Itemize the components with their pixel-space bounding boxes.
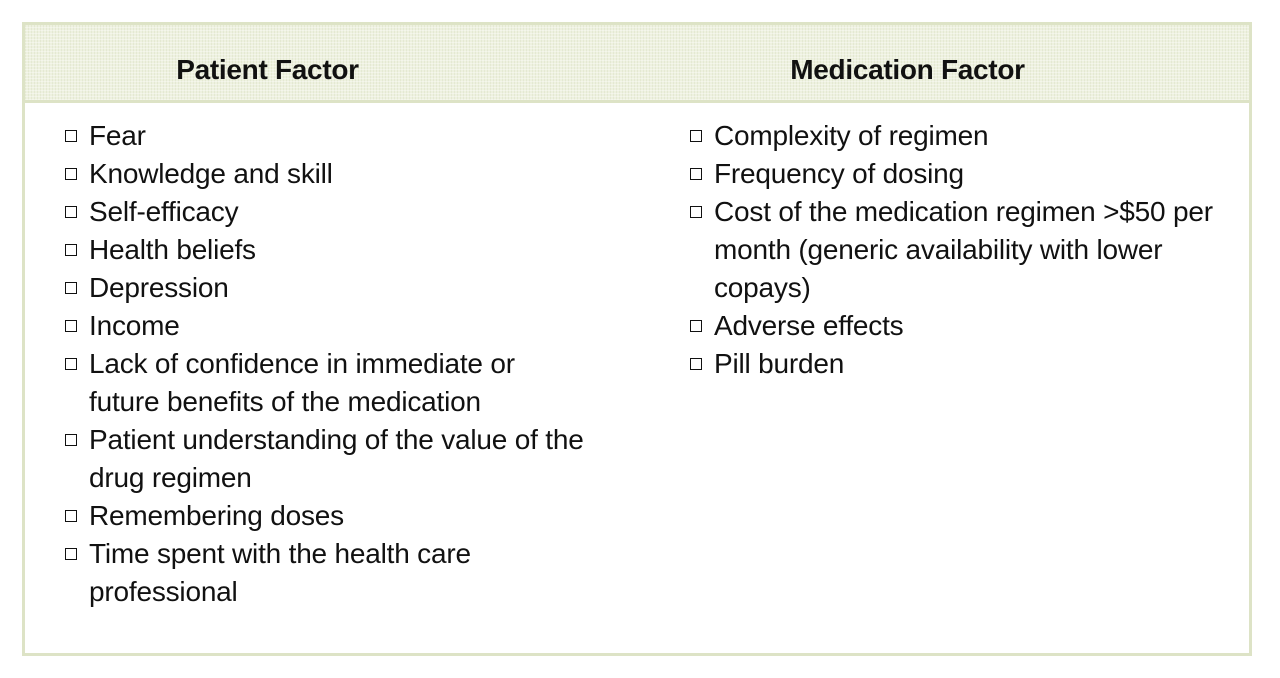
list-item: Knowledge and skill [65,155,585,193]
list-item: Time spent with the health care professional [65,535,585,611]
checkbox-square-icon [690,206,702,218]
checkbox-square-icon [65,130,77,142]
list-item: Frequency of dosing [690,155,1230,193]
checkbox-square-icon [65,434,77,446]
list-item: Patient understanding of the value of the drug regimen [65,421,585,497]
checkbox-square-icon [65,282,77,294]
checkbox-square-icon [690,358,702,370]
patient-factor-list [65,117,585,611]
checkbox-square-icon [690,320,702,332]
list-item: Income [65,307,585,345]
medication-factor-header: Medication Factor [790,54,1025,85]
patient-factor-header: Patient Factor [176,54,359,85]
checkbox-square-icon [65,320,77,332]
table-header-row [25,25,1249,103]
checkbox-square-icon [65,548,77,560]
list-item: Self-efficacy [65,193,585,231]
checkbox-square-icon [690,130,702,142]
list-item: Cost of the medication regimen >$50 per month (generic availability with lower copays) [690,193,1230,307]
list-item: Fear [65,117,585,155]
list-item: Lack of confidence in immediate or future benefits of the medication [65,345,585,421]
list-item: Adverse effects [690,307,1230,345]
factors-table [22,22,1252,656]
checkbox-square-icon [65,168,77,180]
checkbox-square-icon [65,358,77,370]
checkbox-square-icon [65,510,77,522]
list-item: Health beliefs [65,231,585,269]
checkbox-square-icon [690,168,702,180]
list-item: Depression [65,269,585,307]
medication-factor-list [690,117,1230,383]
list-item: Pill burden [690,345,1230,383]
checkbox-square-icon [65,244,77,256]
list-item: Complexity of regimen [690,117,1230,155]
list-item: Remembering doses [65,497,585,535]
checkbox-square-icon [65,206,77,218]
